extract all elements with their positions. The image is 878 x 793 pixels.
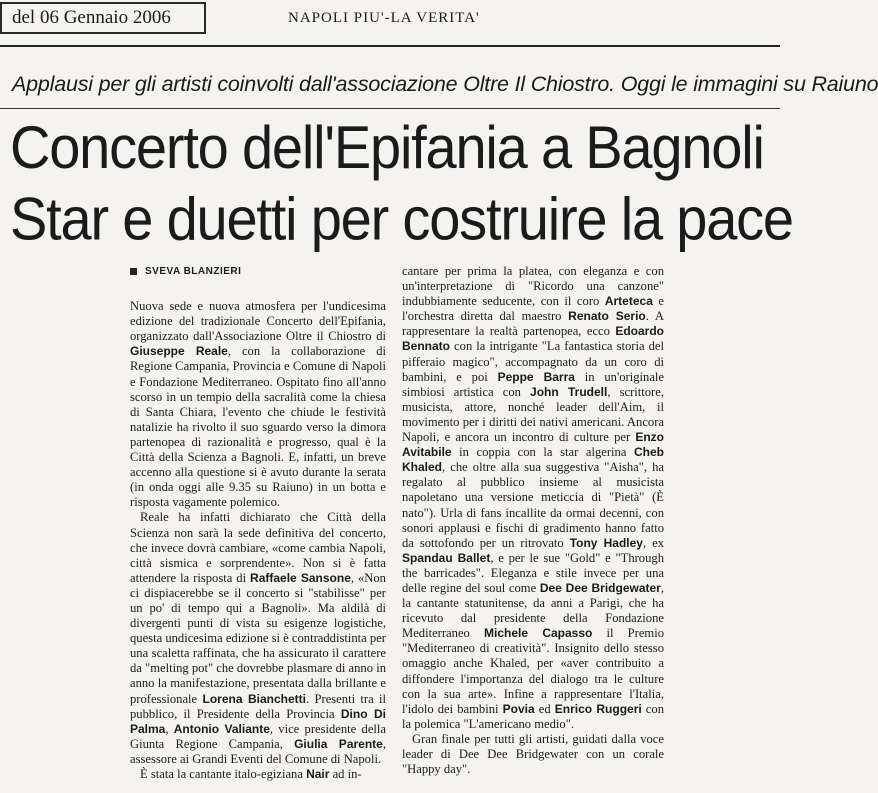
paragraph: È stata la cantante italo-egiziana Nair ad in- — [140, 767, 362, 781]
byline-square-icon — [130, 268, 137, 275]
column-left — [130, 264, 386, 782]
top-rule — [0, 45, 780, 47]
byline-author: SVEVA BLANZIERI — [145, 266, 242, 277]
paragraph: Nuova sede e nuova atmosfera per l'undicesima edizione del tradizionale Concerto dell'Epifania, organizzato dall'Associazione Oltre il Chiostro di Giuseppe Reale, con la collaborazione di Regione Campania, Provincia e Comune di Napoli e Fondazione Mediterraneo. Ospitato fino all'anno scorso in un tempio della sacralità come la chiesa di Santa Chiara, l'evento che chiude le festività natalizie ha rivolto il suo sguardo verso la dimora partenopea di razionalità e progresso, qual è la Città della Scienza a Bagnoli. E, infatti, un breve accenno alla questione si è avuto durante la serata (in onda oggi alle 9.35 su Raiuno) in un botta e risposta vagamente polemico. — [130, 299, 386, 510]
headline-line-2: Star e duetti per costruire la pace — [10, 184, 793, 253]
headline — [10, 112, 793, 255]
paragraph: cantare per prima la platea, con eleganza e con un'interpretazione di "Ricordo una canzone" indubbiamente seducente, con il coro Arteteca e l'orchestra diretta dal maestro Renato Serio. A rappresentare la realtà partenopea, ecco Edoardo Bennato con la intrigante "La fantastica storia del pifferaio magico", accompagnato da un coro di bambini, e poi Peppe Barra in un'originale simbiosi artistica con John Trudell, scrittore, musicista, attore, nonché leader dell'Aim, il movimento per i diritti dei nativi americani. Ancora Napoli, e ancora un incontro di culture per Enzo Avitabile in coppia con la star algerina Cheb Khaled, che oltre alla sua suggestiva "Aisha", ha regalato al pubblico insieme al musicista napoletano una versione meticcia di "Pietà" (È nato"). Urla di fans incallite da ormai decenni, con sonori applausi e fischi di gradimento hanno fatto da sottofondo per un ritrovato Tony Hadley, ex Spandau Ballet, e per le sue "Gold" e "Through the barricades". Eleganza e stile invece per una delle regine del soul come Dee Dee Bridgewater, la cantante statunitense, da anni a Parigi, che ha ricevuto dal presidente della Fondazione Mediterraneo Michele Capasso il Premio "Mediterraneo di creatività". Insignito dello stesso omaggio anche Khaled, per «aver contribuito a diffondere l'importanza del dialogo tra le culture con la sua arte». Infine a rappresentare l'Italia, l'idolo dei bambini Povia ed Enrico Ruggeri con la polemica "L'americano medio". — [402, 264, 665, 731]
paragraph: Reale ha infatti dichiarato che Città della Scienza non sarà la sede definitiva del concerto, che invece dovrà cambiare, «come cambia Napoli, città sismica e sorprendente». Non si è fatta attendere la risposta di Raffaele Sansone, «Non ci dispiacerebbe se il concerto si "stabilisse" per un po' di tempo qui a Bagnoli». Ma aldilà di divergenti punti di vista su esigenze logistiche, questa undicesima edizione si è contraddistinta per una scaletta raffinata, che ha assicurato il carattere da "melting pot" che dovrebbe plasmare di anno in anno la manifestazione, presentata dalla brillante e professionale Lorena Bianchetti. Presenti tra il pubblico, il Presidente della Provincia Dino Di Palma, Antonio Valiante, vice presidente della Giunta Regione Campania, Giulia Parente, assessore ai Grandi Eventi del Comune di Napoli. — [130, 510, 387, 766]
date-box — [0, 2, 206, 34]
headline-line-1: Concerto dell'Epifania a Bagnoli — [10, 113, 764, 182]
kicker-rule — [0, 108, 780, 109]
masthead: NAPOLI PIU'-LA VERITA' — [288, 10, 480, 26]
kicker: Applausi per gli artisti coinvolti dall'associazione Oltre Il Chiostro. Oggi le immagini su Raiuno — [12, 72, 878, 96]
paragraph: Gran finale per tutti gli artisti, guidati dalla voce leader di Dee Dee Bridgewater con un corale "Happy day". — [402, 731, 664, 777]
date-text: del 06 Gennaio 2006 — [12, 7, 171, 28]
column-right — [402, 264, 664, 777]
byline — [130, 264, 386, 279]
